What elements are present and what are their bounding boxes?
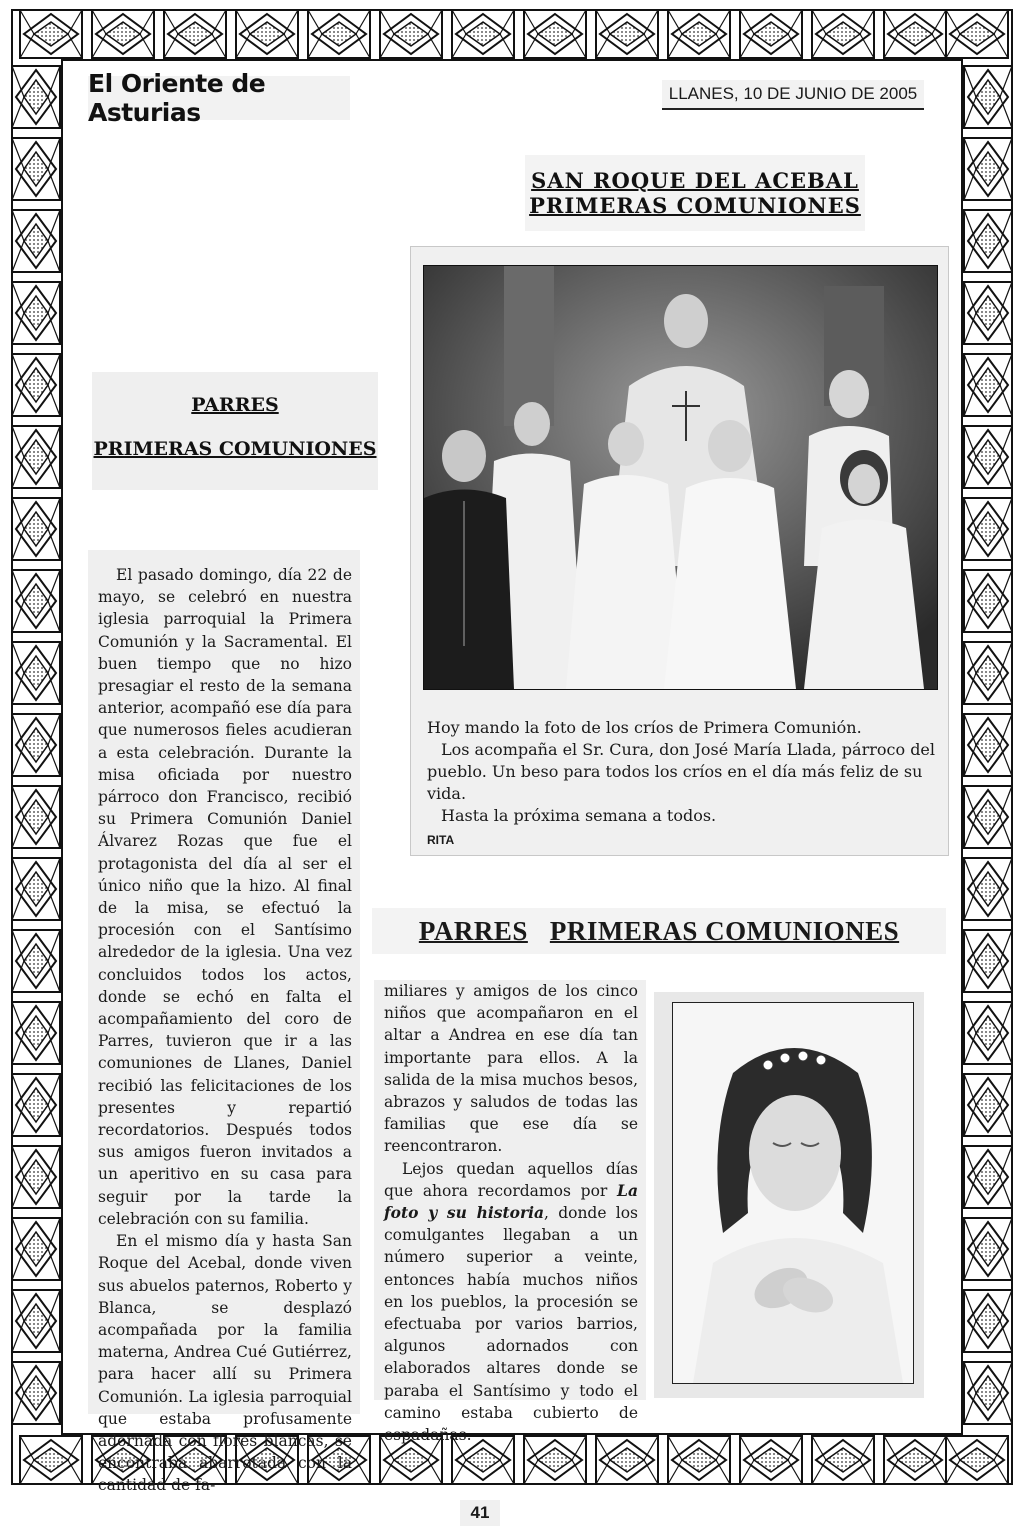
article-text: , donde los comulgantes llegaban a un número superior a veinte, entonces había muchos niños en los pueblos, la procesión se efectuaba por varios barrios, algunos adornados con elaborados altares donde se paraba el Santísimo y todo el camino estaba cubierto de espadañas. xyxy=(384,1204,638,1445)
caption-line: Los acompaña el Sr. Cura, don José María Llada, párroco del pueblo. Un beso para todos los críos en el día más feliz de su vida. xyxy=(427,740,936,803)
article-emphasis: La foto y su historia xyxy=(384,1180,638,1223)
article-text: Lejos quedan aquellos días que ahora recordamos por xyxy=(384,1159,638,1200)
article-paragraph xyxy=(384,1158,638,1447)
headline-san-roque-line2: PRIMERAS COMUNIONES xyxy=(529,193,861,218)
photo-caption xyxy=(427,717,937,851)
article-paragraph: El pasado domingo, día 22 de mayo, se celebró en nuestra iglesia parroquial la Primera Comunión y la Sacramental. El buen tiempo que no hizo presagiar el resto de la semana anterior, acompañó ese día para que numerosos fieles acudieran a esta celebración. Durante la misa oficiada por nuestro párroco don Francisco, recibió su Primera Comunión Daniel Álvarez Rozas que fue el protagonista del día al ser el único niño que la hizo. Al final de la misa, se efectuó la procesión con el Santísimo alrededor de la iglesia. Una vez concluidos todos los actos, donde se echó en falta el acompañamiento del coro de Parres, tuvieron que ir a las comuniones de Llanes, Daniel recibió las felicitaciones de los presentes y repartió recordatorios. Después todos sus amigos fueron invitados a un aperitivo en su casa para seguir por la tarde la celebración con su familia. xyxy=(98,566,352,1228)
article-column-middle xyxy=(374,980,646,1445)
newspaper-masthead: El Oriente de Asturias xyxy=(88,76,350,120)
headline-san-roque xyxy=(525,155,865,231)
caption-line: Hasta la próxima semana a todos. xyxy=(441,806,717,825)
group-communion-photo xyxy=(423,265,938,690)
portrait-photo-clipping xyxy=(654,992,924,1398)
article-paragraph: En el mismo día y hasta San Roque del Acebal, donde viven sus abuelos paternos, Roberto y Blanca, se desplazó acompañada por la familia materna, Andrea Cué Gutiérrez, para hacer allí su Primera Comunión. La iglesia parroquial que estaba profusamente adornada con flores blancas, se encontraba abarrotada con la cantidad de fa- xyxy=(98,1232,352,1495)
group-photo-clipping xyxy=(410,246,949,856)
caption-signature: RITA xyxy=(427,833,455,847)
caption-line: Hoy mando la foto de los críos de Primera Comunión. xyxy=(427,718,862,737)
headline-san-roque-line1: SAN ROQUE DEL ACEBAL xyxy=(531,167,859,193)
article-column-left xyxy=(88,550,360,1495)
headline-parres-primeras-comuniones xyxy=(372,908,946,954)
headline-parres-clipping xyxy=(92,372,378,490)
dateline: LLANES, 10 DE JUNIO DE 2005 xyxy=(662,80,924,110)
girl-portrait-photo xyxy=(672,1002,914,1384)
headline-word-parres: PARRES xyxy=(418,915,528,946)
page-number: 41 xyxy=(460,1500,500,1526)
article-paragraph: miliares y amigos de los cinco niños que acompañaron en el altar a Andrea en ese día tan importante para ellos. A la salida de la misa muchos besos, abrazos y saludos de todas las familias que ese día se reencontraron. xyxy=(384,982,638,1156)
headline-parres-line1: PARRES xyxy=(191,394,279,416)
headline-parres-line2: PRIMERAS COMUNIONES xyxy=(93,438,377,460)
headline-word-primeras-comuniones: PRIMERAS COMUNIONES xyxy=(549,915,900,946)
